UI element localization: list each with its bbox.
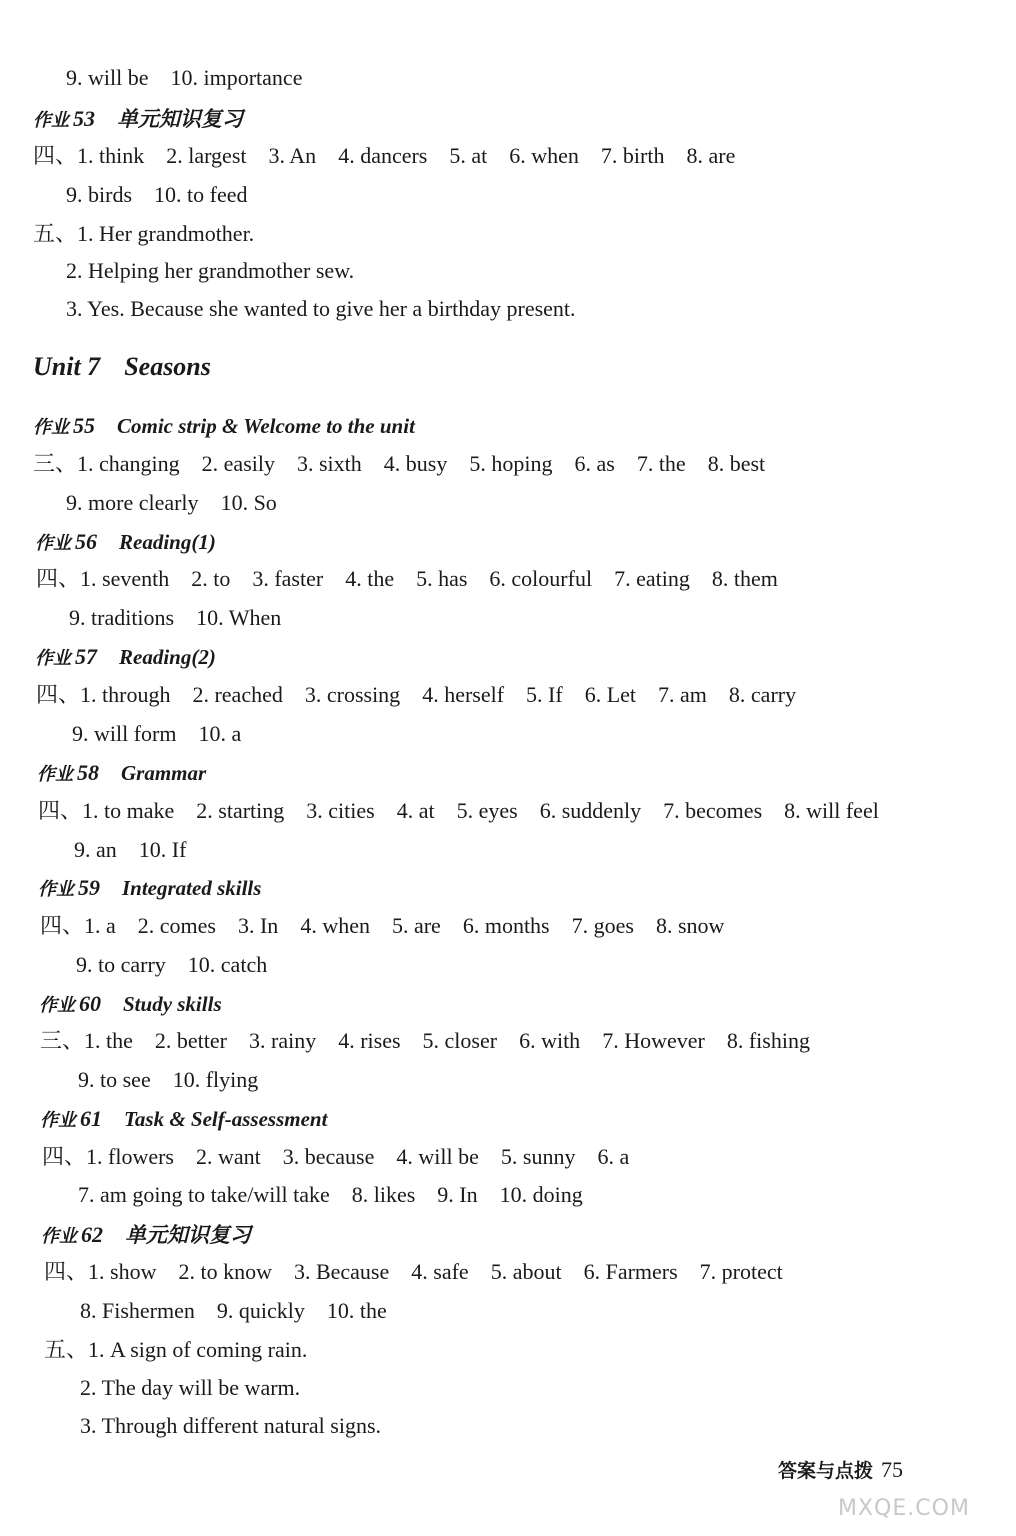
section-heading xyxy=(39,989,222,1022)
section-title: Reading(1) xyxy=(119,530,216,554)
answer-item: 7. eating xyxy=(614,566,690,591)
answer-item: 3. crossing xyxy=(304,682,401,707)
question-section-marker: 四、 xyxy=(33,143,78,168)
section-heading xyxy=(35,527,216,560)
answer-item: 6. as xyxy=(574,451,615,476)
answer-item: 4. herself xyxy=(422,682,505,707)
section-title: 单元知识复习 xyxy=(117,107,243,131)
section-title: Reading(2) xyxy=(119,645,216,669)
homework-tag: 作业 xyxy=(33,110,69,131)
answer-item: 5. are xyxy=(391,913,441,938)
answer-item: 3. In xyxy=(237,913,279,938)
answer-item: 10. a xyxy=(198,721,242,746)
answer-item: 1. show xyxy=(88,1259,157,1284)
answer-item: 1. changing xyxy=(77,451,180,476)
answer-item: 1. through xyxy=(80,682,171,707)
section-heading xyxy=(38,873,261,906)
unit-title xyxy=(33,352,211,382)
answer-item: 7. goes xyxy=(571,913,634,938)
answer-item: 10. the xyxy=(326,1298,387,1323)
watermark: MXQE.COM xyxy=(838,1496,970,1521)
footer-label: 答案与点拨 xyxy=(778,1460,874,1482)
answer-item: 1. seventh xyxy=(80,566,170,591)
answer-item: 1. a xyxy=(84,913,116,938)
answer-item: 6. Let xyxy=(584,682,637,707)
page-footer xyxy=(778,1456,903,1483)
answer-line xyxy=(74,835,186,865)
answer-item: 1. A sign of coming rain. xyxy=(88,1337,308,1362)
answer-item: 4. dancers xyxy=(338,143,428,168)
answer-line xyxy=(66,180,247,210)
answer-item: 6. with xyxy=(519,1028,581,1053)
homework-number: 60 xyxy=(79,991,101,1016)
homework-number: 56 xyxy=(75,529,97,554)
answer-line xyxy=(40,911,724,941)
answer-item: 2. better xyxy=(154,1028,227,1053)
answer-item: 8. snow xyxy=(655,913,725,938)
answer-line xyxy=(72,719,241,749)
homework-number: 55 xyxy=(73,413,95,438)
section-title: Comic strip & Welcome to the unit xyxy=(117,414,415,438)
answer-item: 6. a xyxy=(597,1144,630,1169)
answer-item: 4. rises xyxy=(338,1028,401,1053)
homework-tag: 作业 xyxy=(41,1226,77,1247)
answer-item: 2. largest xyxy=(166,143,247,168)
homework-tag: 作业 xyxy=(33,417,69,438)
answer-item: 10. If xyxy=(138,837,187,862)
answer-item: 8. will feel xyxy=(784,798,879,823)
answer-item: 5. has xyxy=(416,566,468,591)
answer-item: 6. Farmers xyxy=(583,1259,678,1284)
answer-item: 3. because xyxy=(282,1144,375,1169)
answer-item: 9. traditions xyxy=(69,605,175,630)
answer-item: 3. Through different natural signs. xyxy=(80,1413,382,1438)
section-heading xyxy=(41,1220,251,1253)
answer-item: 7. becomes xyxy=(663,798,763,823)
question-section-marker: 四、 xyxy=(44,1259,89,1284)
answer-item: 5. eyes xyxy=(456,798,518,823)
unit-label: Unit 7 xyxy=(33,352,101,381)
answer-item: 2. Helping her grandmother sew. xyxy=(66,258,355,283)
homework-tag: 作业 xyxy=(35,533,71,554)
answer-item: 6. months xyxy=(462,913,550,938)
section-heading xyxy=(40,1104,327,1137)
answer-item: 4. safe xyxy=(411,1259,469,1284)
answer-line xyxy=(38,796,879,826)
answer-item: 8. best xyxy=(707,451,766,476)
answer-item: 10. When xyxy=(196,605,282,630)
question-section-marker: 三、 xyxy=(40,1028,85,1053)
answer-item: 2. reached xyxy=(192,682,283,707)
answer-item: 2. want xyxy=(196,1144,261,1169)
answer-item: 8. carry xyxy=(728,682,797,707)
section-heading xyxy=(33,104,243,137)
answer-item: 5. about xyxy=(490,1259,562,1284)
answer-item: 2. to know xyxy=(178,1259,272,1284)
answer-item: 8. likes xyxy=(351,1182,416,1207)
answer-item: 9. an xyxy=(74,837,117,862)
section-title: Study skills xyxy=(123,992,222,1016)
answer-item: 5. closer xyxy=(422,1028,498,1053)
answer-line xyxy=(66,488,277,518)
answer-item: 2. to xyxy=(191,566,231,591)
answer-line xyxy=(80,1296,387,1326)
homework-tag: 作业 xyxy=(35,648,71,669)
answer-item: 9. birds xyxy=(66,182,132,207)
answer-item: 8. Fishermen xyxy=(80,1298,195,1323)
section-title: 单元知识复习 xyxy=(125,1223,251,1247)
answer-item: 7. am xyxy=(658,682,707,707)
answer-item: 2. comes xyxy=(137,913,216,938)
answer-item: 3. Yes. Because she wanted to give her a birthday present. xyxy=(66,296,576,321)
answer-item: 10. flying xyxy=(172,1067,259,1092)
answer-item: 5. hoping xyxy=(469,451,553,476)
answer-item: 7. am going to take/will take xyxy=(78,1182,330,1207)
answer-line xyxy=(76,950,267,980)
section-heading xyxy=(33,411,415,444)
answer-line xyxy=(33,449,765,479)
homework-number: 57 xyxy=(75,644,97,669)
answer-item: 4. will be xyxy=(396,1144,479,1169)
homework-number: 62 xyxy=(81,1222,103,1247)
homework-number: 59 xyxy=(78,875,100,900)
answer-item: 7. birth xyxy=(600,143,665,168)
answer-item: 9. In xyxy=(437,1182,478,1207)
answer-item: 3. sixth xyxy=(297,451,362,476)
answer-item: 5. at xyxy=(449,143,488,168)
section-heading xyxy=(37,758,206,791)
answer-item: 10. doing xyxy=(499,1182,583,1207)
homework-number: 61 xyxy=(80,1106,102,1131)
answer-line xyxy=(36,680,796,710)
answer-line xyxy=(66,294,576,324)
answer-line xyxy=(33,141,735,171)
homework-tag: 作业 xyxy=(37,764,73,785)
answer-item: 8. fishing xyxy=(726,1028,810,1053)
answer-item: 1. Her grandmother. xyxy=(77,221,255,246)
answer-line xyxy=(80,1411,381,1441)
answer-line xyxy=(33,219,254,249)
page-number: 75 xyxy=(881,1457,904,1482)
unit-name: Seasons xyxy=(124,352,211,381)
answer-item: 2. easily xyxy=(201,451,275,476)
answer-item: 3. Because xyxy=(293,1259,390,1284)
answer-item: 2. starting xyxy=(196,798,285,823)
question-section-marker: 三、 xyxy=(33,451,78,476)
answer-item: 1. think xyxy=(77,143,145,168)
answer-item: 6. suddenly xyxy=(539,798,642,823)
answer-item: 1. the xyxy=(84,1028,133,1053)
answer-item: 4. when xyxy=(300,913,370,938)
answer-line xyxy=(78,1065,258,1095)
homework-number: 58 xyxy=(77,760,99,785)
answer-item: 7. protect xyxy=(699,1259,783,1284)
answer-item: 8. are xyxy=(686,143,736,168)
answer-line xyxy=(44,1257,783,1287)
homework-tag: 作业 xyxy=(40,1110,76,1131)
answer-line xyxy=(44,1335,307,1365)
answer-item: 9. to see xyxy=(78,1067,151,1092)
answer-item: 7. However xyxy=(602,1028,705,1053)
answer-item: 3. An xyxy=(268,143,317,168)
answer-line xyxy=(80,1373,300,1403)
question-section-marker: 四、 xyxy=(36,566,81,591)
answer-item: 6. when xyxy=(509,143,579,168)
answer-line xyxy=(78,1180,583,1210)
answer-item: 10. to feed xyxy=(154,182,248,207)
answer-line xyxy=(66,256,354,286)
homework-tag: 作业 xyxy=(38,879,74,900)
question-section-marker: 五、 xyxy=(33,221,78,246)
question-section-marker: 四、 xyxy=(42,1144,87,1169)
answer-item: 9. will be xyxy=(66,65,149,90)
answer-line xyxy=(36,564,778,594)
answer-item: 10. catch xyxy=(187,952,268,977)
question-section-marker: 四、 xyxy=(40,913,85,938)
section-heading xyxy=(35,642,216,675)
answer-item: 10. So xyxy=(220,490,277,515)
answer-line xyxy=(42,1142,629,1172)
answer-item: 9. more clearly xyxy=(66,490,199,515)
answer-item: 9. will form xyxy=(72,721,177,746)
answer-item: 6. colourful xyxy=(489,566,593,591)
answer-line xyxy=(66,63,302,93)
answer-item: 10. importance xyxy=(170,65,303,90)
answer-line xyxy=(69,603,281,633)
answer-item: 2. The day will be warm. xyxy=(80,1375,301,1400)
answer-item: 1. flowers xyxy=(86,1144,174,1169)
answer-item: 4. the xyxy=(345,566,395,591)
section-title: Integrated skills xyxy=(122,876,262,900)
answer-item: 5. If xyxy=(526,682,563,707)
question-section-marker: 五、 xyxy=(44,1337,89,1362)
answer-item: 4. at xyxy=(396,798,435,823)
answer-item: 3. faster xyxy=(252,566,324,591)
question-section-marker: 四、 xyxy=(38,798,83,823)
homework-number: 53 xyxy=(73,106,95,131)
section-title: Task & Self-assessment xyxy=(124,1107,328,1131)
answer-item: 3. cities xyxy=(306,798,375,823)
answer-line xyxy=(40,1026,810,1056)
answer-item: 7. the xyxy=(636,451,686,476)
answer-item: 9. quickly xyxy=(216,1298,305,1323)
question-section-marker: 四、 xyxy=(36,682,81,707)
answer-item: 4. busy xyxy=(383,451,448,476)
homework-tag: 作业 xyxy=(39,995,75,1016)
answer-item: 9. to carry xyxy=(76,952,166,977)
answer-item: 5. sunny xyxy=(500,1144,576,1169)
section-title: Grammar xyxy=(121,761,207,785)
answer-item: 1. to make xyxy=(82,798,175,823)
answer-item: 8. them xyxy=(711,566,778,591)
answer-item: 3. rainy xyxy=(249,1028,317,1053)
